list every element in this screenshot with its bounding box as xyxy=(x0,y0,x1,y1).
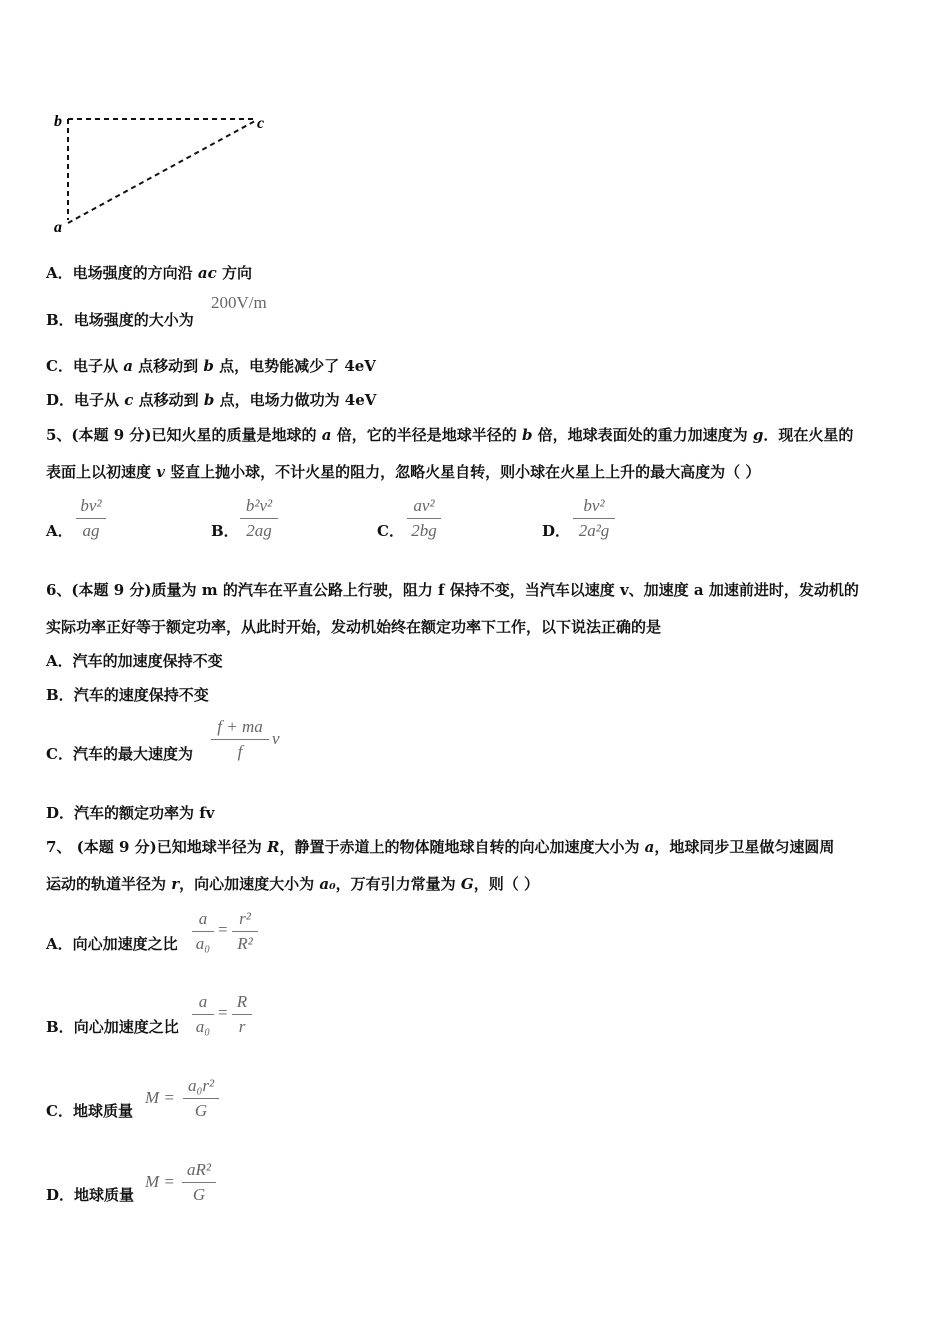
q5-option-b-label: B． xyxy=(211,522,239,540)
q5-option-d-label: D． xyxy=(542,522,571,540)
q6-stem-line2: 实际功率正好等于额定功率，从此时开始，发动机始终在额定功率下工作，以下说法正确的是 xyxy=(46,618,662,636)
q5-option-a-fraction: bv² ag xyxy=(76,496,106,541)
q7-b-right-fraction: R r xyxy=(232,992,252,1037)
q4-option-c: C．电子从 a 点移动到 b 点，电势能减少了 4eV xyxy=(46,357,376,375)
q7-a-left-fraction: a a₀ xyxy=(192,909,214,954)
q7-b-left-fraction: a a₀ xyxy=(192,992,214,1037)
q6-c-tail: v xyxy=(272,729,280,748)
q6-stem-line1: 6、(本题 9 分)质量为 m 的汽车在平直公路上行驶，阻力 f 保持不变，当汽车以速度 v、加速度 a 加速前进时，发动机的 xyxy=(46,581,859,599)
q7-d-lhs: M = xyxy=(145,1172,175,1191)
q5-stem-line1: 5、(本题 9 分)已知火星的质量是地球的 a 倍，它的半径是地球半径的 b 倍，地球表面处的重力加速度为 g．现在火星的 xyxy=(46,426,854,444)
q7-d-fraction: aR² G xyxy=(182,1160,216,1205)
q6-option-a: A．汽车的加速度保持不变 xyxy=(46,652,223,670)
q7-option-b: B．向心加速度之比 xyxy=(46,1018,179,1036)
q6-option-b: B．汽车的速度保持不变 xyxy=(46,686,209,704)
q7-stem-line2: 运动的轨道半径为 r，向心加速度大小为 a₀，万有引力常量为 G，则（ ） xyxy=(46,875,539,893)
q7-option-d: D．地球质量 xyxy=(46,1186,135,1204)
triangle-diagram xyxy=(50,108,280,238)
q7-c-lhs: M = xyxy=(145,1088,175,1107)
q6-option-d: D．汽车的额定功率为 fv xyxy=(46,804,215,822)
q5-option-d-fraction: bv² 2a²g xyxy=(573,496,615,541)
q5-stem-line2: 表面上以初速度 v 竖直上抛小球，不计火星的阻力，忽略火星自转，则小球在火星上上升的最大高度为（ ） xyxy=(46,463,761,481)
q5-option-a-label: A． xyxy=(46,522,73,540)
q4-option-d: D．电子从 c 点移动到 b 点，电场力做功为 4eV xyxy=(46,391,377,409)
label-a: a xyxy=(54,219,62,236)
q6-option-c: C．汽车的最大速度为 xyxy=(46,745,193,763)
q6-c-fraction: f + ma f xyxy=(211,717,269,762)
label-b: b xyxy=(54,113,62,130)
q7-c-fraction: a₀r² G xyxy=(183,1076,219,1121)
q5-option-c-fraction: av² 2bg xyxy=(407,496,441,541)
q5-option-b-fraction: b²v² 2ag xyxy=(240,496,278,541)
q7-a-equals: = xyxy=(218,920,228,939)
q7-option-a: A．向心加速度之比 xyxy=(46,935,178,953)
q7-option-c: C．地球质量 xyxy=(46,1102,133,1120)
q7-a-right-fraction: r² R² xyxy=(232,909,258,954)
q4-option-a: A．电场强度的方向沿 ac 方向 xyxy=(46,264,252,282)
side-ac xyxy=(68,121,255,223)
q7-stem-line1: 7、 (本题 9 分)已知地球半径为 R，静置于赤道上的物体随地球自转的向心加速度大小为 a，地球同步卫星做匀速圆周 xyxy=(46,838,835,856)
q5-option-c-label: C． xyxy=(377,522,404,540)
label-c: c xyxy=(257,115,265,132)
q7-b-equals: = xyxy=(218,1003,228,1022)
q4-b-value: 200V/m xyxy=(211,293,267,312)
q4-option-b: B．电场强度的大小为 xyxy=(46,311,194,329)
